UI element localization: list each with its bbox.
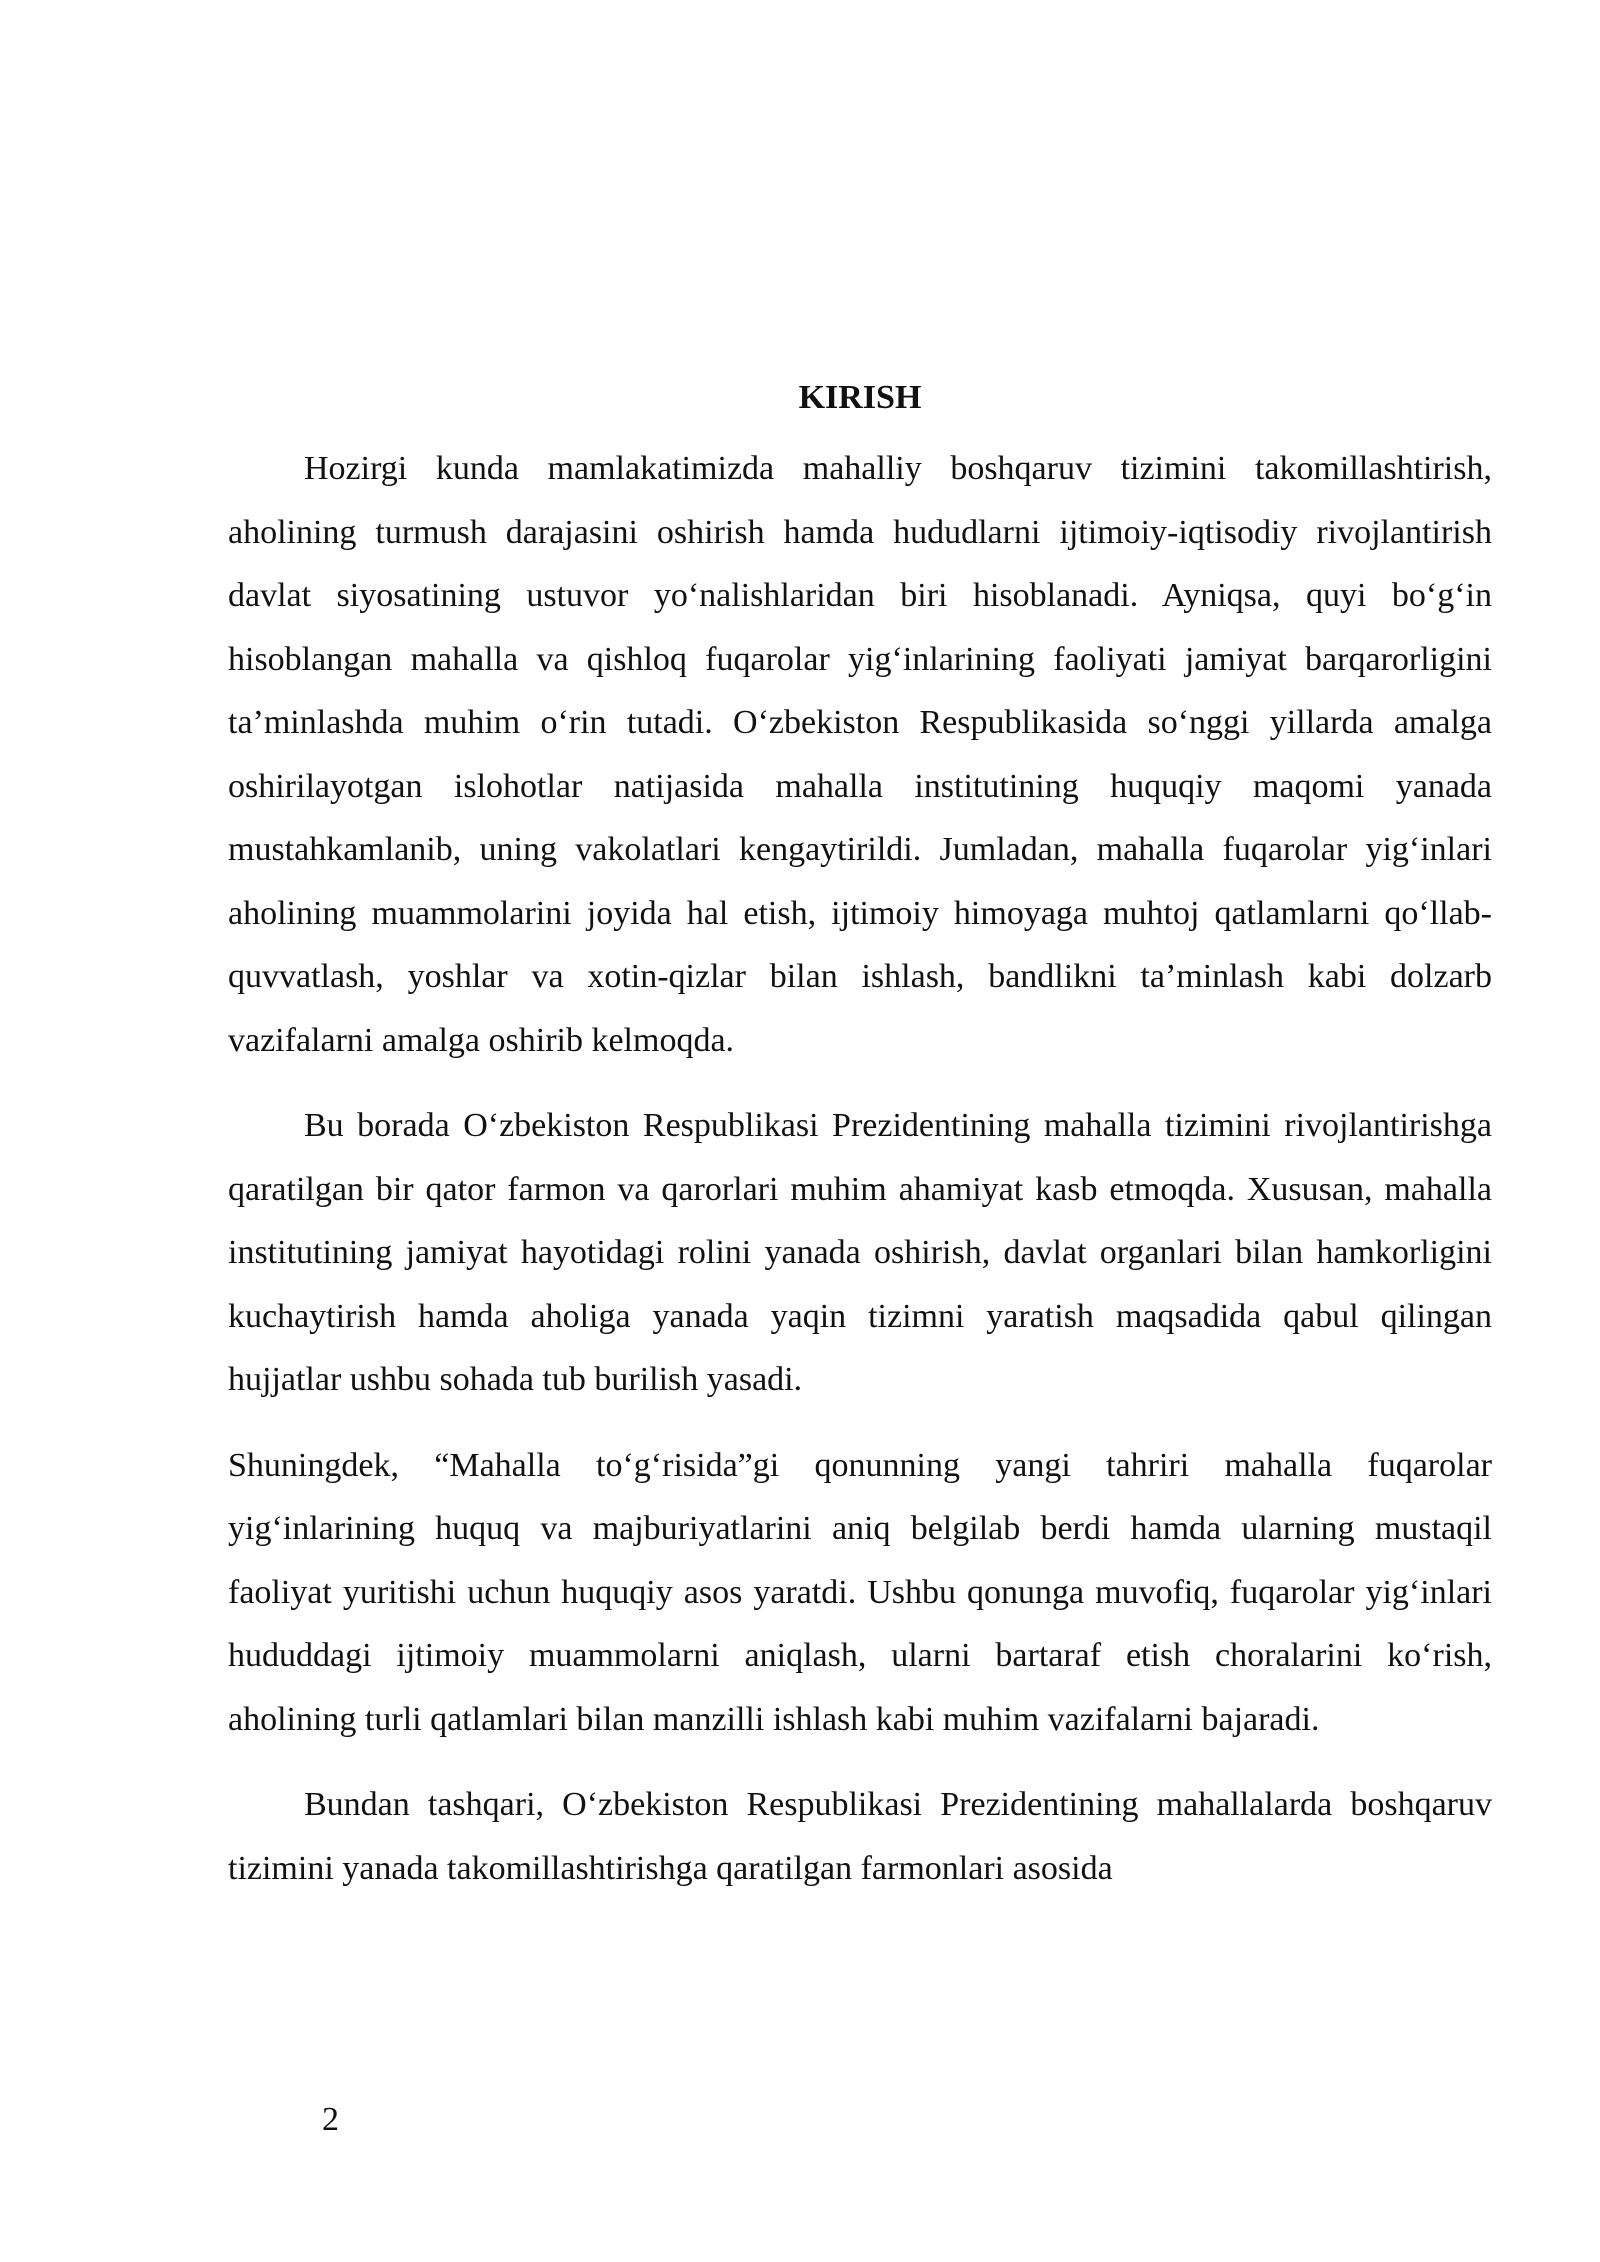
body-text [228, 437, 1492, 1900]
paragraph-3: Shuningdek, “Mahalla to‘g‘risida”gi qonunning yangi tahriri mahalla fuqarolar yig‘inlarining huquq va majburiyatlarini aniq belgilab berdi hamda ularning mustaqil faoliyat yuritishi uchun huquqiy asos yaratdi. Ushbu qonunga muvofiq, fuqarolar yig‘inlari hududdagi ijtimoiy muammolarni aniqlash, ularni bartaraf etish choralarini ko‘rish, aholining turli qatlamlari bilan manzilli ishlash kabi muhim vazifalarni bajaradi. [228, 1446, 1492, 1738]
paragraph-1: Hozirgi kunda mamlakatimizda mahalliy boshqaruv tizimini takomillashtirish, aholining turmush darajasini oshirish hamda hududlarni ijtimoiy-iqtisodiy rivojlantirish davlat siyosatining ustuvor yo‘nalishlaridan biri hisoblanadi. Ayniqsa, quyi bo‘g‘in hisoblangan mahalla va qishloq fuqarolar yig‘inlarining faoliyati jamiyat barqarorligini ta’minlashda muhim o‘rin tutadi. O‘zbekiston Respublikasida so‘nggi yillarda amalga oshirilayotgan islohotlar natijasida mahalla institutining huquqiy maqomi yanada mustahkamlanib, uning vakolatlari kengaytirildi. Jumladan, mahalla fuqarolar yig‘inlari aholining muammolarini joyida hal etish, ijtimoiy himoyaga muhtoj qatlamlarni qo‘llab-quvvatlash, yoshlar va xotin-qizlar bilan ishlash, bandlikni ta’minlash kabi dolzarb vazifalarni amalga oshirib kelmoqda. [228, 450, 1492, 1059]
paragraph-2: Bu borada O‘zbekiston Respublikasi Prezidentining mahalla tizimini rivojlantirishga qaratilgan bir qator farmon va qarorlari muhim ahamiyat kasb etmoqda. Xususan, mahalla institutining jamiyat hayotidagi rolini yanada oshirish, davlat organlari bilan hamkorligini kuchaytirish hamda aholiga yanada yaqin tizimni yaratish maqsadida qabul qilingan hujjatlar ushbu sohada tub burilish yasadi. [228, 1107, 1492, 1398]
page-number: 2 [322, 2101, 339, 2138]
paragraph-4: Bundan tashqari, O‘zbekiston Respublikasi Prezidentining mahallalarda boshqaruv tizimini yanada takomillashtirishga qaratilgan farmonlari asosida [228, 1786, 1492, 1887]
section-title: KIRISH [798, 379, 922, 416]
